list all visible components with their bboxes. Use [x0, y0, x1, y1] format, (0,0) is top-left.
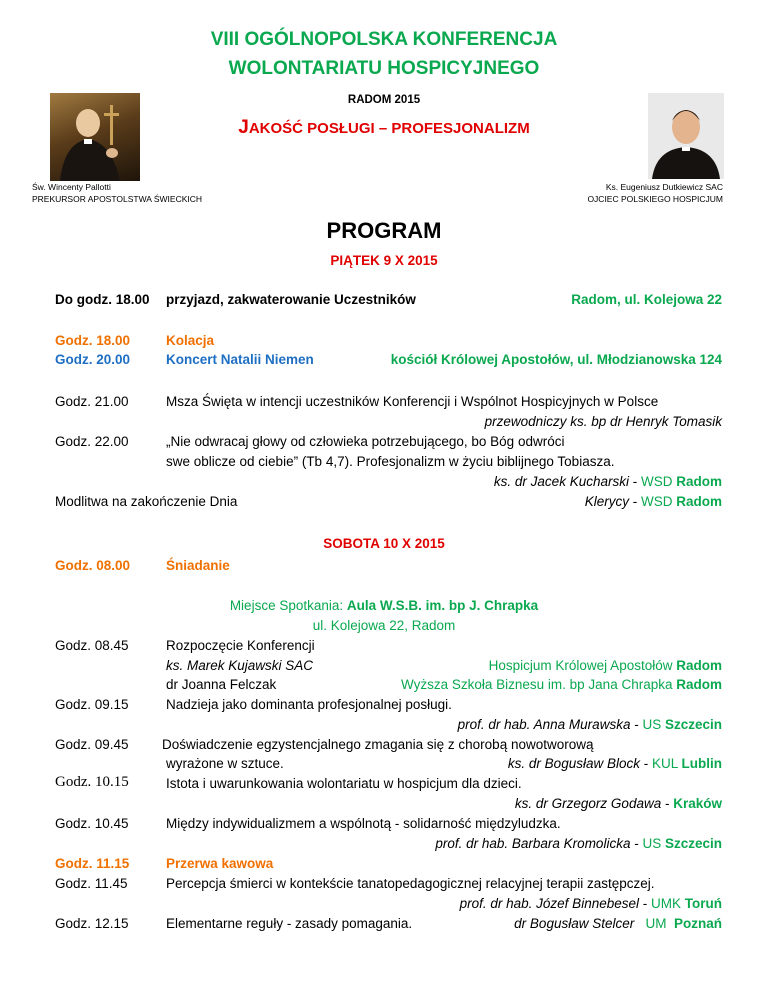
venue-address: ul. Kolejowa 22, Radom [312, 618, 456, 633]
talk5-time: Godz. 11.45 [55, 876, 128, 891]
pallotti-portrait [50, 93, 140, 181]
talk1-time: Godz. 09.15 [55, 697, 129, 712]
separator: - [639, 896, 651, 911]
dinner-text: Kolacja [166, 333, 215, 348]
talk6-text: Elementarne reguły - zasady pomagania. [166, 916, 413, 931]
speaker-name: ks. dr Bogusław Block [507, 756, 640, 771]
talk-friday-line1: „Nie odwracaj głowy od człowieka potrzebującego, bo Bóg odwróci [166, 434, 565, 449]
institution-city: Kraków [673, 796, 722, 811]
speaker-name: prof. dr hab. Józef Binnebesel [459, 896, 639, 911]
institution: WSD [640, 494, 673, 509]
institution: KUL [651, 756, 682, 771]
separator: - [628, 494, 641, 509]
speaker-name: prof. dr hab. Anna Murawska [457, 717, 631, 732]
talk-friday-speaker [494, 474, 722, 489]
talk2-time: Godz. 09.45 [55, 737, 129, 752]
org-city: Radom [676, 658, 722, 673]
mass-presider: przewodniczy ks. bp dr Henryk Tomasik [484, 414, 722, 429]
institution-city: Szczecin [664, 836, 722, 851]
separator: - [639, 756, 652, 771]
opening-person2: dr Joanna Felczak [166, 677, 277, 692]
dutkiewicz-portrait-art [648, 93, 724, 179]
talk4-time: Godz. 10.45 [55, 816, 129, 831]
talk1-speaker [458, 717, 722, 732]
mass-text: Msza Święta w intencji uczestników Konferencji i Wspólnot Hospicyjnych w Polsce [166, 394, 659, 409]
breakfast-time: Godz. 08.00 [55, 558, 131, 573]
institution-city: Szczecin [664, 717, 722, 732]
institution: UMK [651, 896, 685, 911]
prayer-text: Modlitwa na zakończenie Dnia [55, 494, 238, 509]
talk2-speaker [508, 756, 722, 771]
opening-org2 [401, 677, 722, 692]
talk3-text: Istota i uwarunkowania wolontariatu w hospicjum dla dzieci. [166, 776, 522, 791]
dutkiewicz-name: Ks. Eugeniusz Dutkiewicz SAC [605, 182, 723, 192]
pallotti-portrait-art [50, 93, 140, 181]
speaker-name: dr Bogusław Stelcer [514, 916, 635, 931]
talk1-text: Nadzieja jako dominanta profesjonalnej posługi. [166, 697, 452, 712]
opening-time: Godz. 08.45 [55, 638, 129, 653]
talk6-time: Godz. 12.15 [55, 916, 129, 931]
institution: US [642, 836, 665, 851]
saturday-title: SOBOTA 10 X 2015 [323, 536, 445, 551]
talk3-time: Godz. 10.15 [55, 774, 129, 790]
opening-person1: ks. Marek Kujawski SAC [166, 658, 314, 673]
speaker-name: ks. dr Grzegorz Godawa [514, 796, 662, 811]
talk2-line2: wyrażone w sztuce. [166, 756, 284, 771]
talk-friday-time: Godz. 22.00 [55, 434, 129, 449]
talk6-speaker [514, 916, 722, 931]
institution: US [642, 717, 665, 732]
conference-title-line1: VIII OGÓLNOPOLSKA KONFERENCJA [210, 29, 558, 50]
concert-place: kościół Królowej Apostołów, ul. Młodzianowska 124 [390, 352, 722, 367]
talk4-speaker [435, 836, 722, 851]
org-name: Wyższa Szkoła Biznesu im. bp Jana Chrapka [400, 677, 677, 692]
separator: - [661, 796, 674, 811]
pallotti-caption: PREKURSOR APOSTOLSTWA ŚWIECKICH [32, 194, 203, 204]
talk4-text: Między indywidualizmem a wspólnotą - solidarność międzyludzka. [166, 816, 561, 831]
opening-text: Rozpoczęcie Konferencji [166, 638, 315, 653]
dinner-time: Godz. 18.00 [55, 333, 131, 348]
mass-time: Godz. 21.00 [55, 394, 129, 409]
theme-rest: AKOŚĆ POSŁUGI – PROFESJONALIZM [248, 120, 530, 137]
institution-city: Radom [676, 494, 722, 509]
arrival-time: Do godz. 18.00 [55, 292, 150, 307]
venue [0, 598, 768, 613]
opening-org1 [489, 658, 722, 673]
program-title: PROGRAM [326, 218, 442, 243]
conference-title-line2: WOLONTARIATU HOSPICYJNEGO [228, 58, 540, 79]
dutkiewicz-portrait [648, 93, 724, 179]
org-city: Radom [676, 677, 722, 692]
speaker-name: prof. dr hab. Barbara Kromolicka [435, 836, 631, 851]
breakfast-text: Śniadanie [166, 558, 230, 573]
institution: UM [634, 916, 674, 931]
venue-name: Aula W.S.B. im. bp J. Chrapka [346, 598, 539, 613]
institution-city: Toruń [684, 896, 722, 911]
talk2-line1: Doświadczenie egzystencjalnego zmagania się z chorobą nowotworową [162, 737, 594, 752]
org-name: Hospicjum Królowej Apostołów [488, 658, 677, 673]
separator: - [628, 474, 641, 489]
institution: WSD [640, 474, 673, 489]
speaker-name: Klerycy [584, 494, 629, 509]
separator: - [630, 717, 643, 732]
separator: - [630, 836, 643, 851]
speaker-name: ks. dr Jacek Kucharski [493, 474, 629, 489]
talk-friday-line2: swe oblicze od ciebie” (Tb 4,7). Profesjonalizm w życiu biblijnego Tobiasza. [166, 454, 615, 469]
talk3-speaker [515, 796, 722, 811]
city-year: RADOM 2015 [347, 94, 421, 106]
institution-city: Radom [676, 474, 722, 489]
talk5-speaker [460, 896, 722, 911]
coffee-text: Przerwa kawowa [166, 856, 274, 871]
dutkiewicz-caption: OJCIEC POLSKIEGO HOSPICJUM [587, 194, 723, 204]
concert-time: Godz. 20.00 [55, 352, 131, 367]
prayer-speaker [585, 494, 722, 509]
institution-city: Lublin [681, 756, 722, 771]
venue-label: Miejsce Spotkania: [229, 598, 347, 613]
pallotti-name: Św. Wincenty Pallotti [32, 182, 111, 192]
arrival-place: Radom, ul. Kolejowa 22 [571, 292, 722, 307]
talk5-text: Percepcja śmierci w kontekście tanatopedagogicznej relacyjnej terapii zastępczej. [166, 876, 655, 891]
friday-title: PIĄTEK 9 X 2015 [330, 253, 438, 268]
arrival-text: przyjazd, zakwaterowanie Uczestników [166, 292, 416, 307]
theme-initial: J [238, 117, 249, 138]
coffee-time: Godz. 11.15 [55, 856, 130, 871]
institution-city: Poznań [673, 916, 722, 931]
concert-text: Koncert Natalii Niemen [166, 352, 314, 367]
